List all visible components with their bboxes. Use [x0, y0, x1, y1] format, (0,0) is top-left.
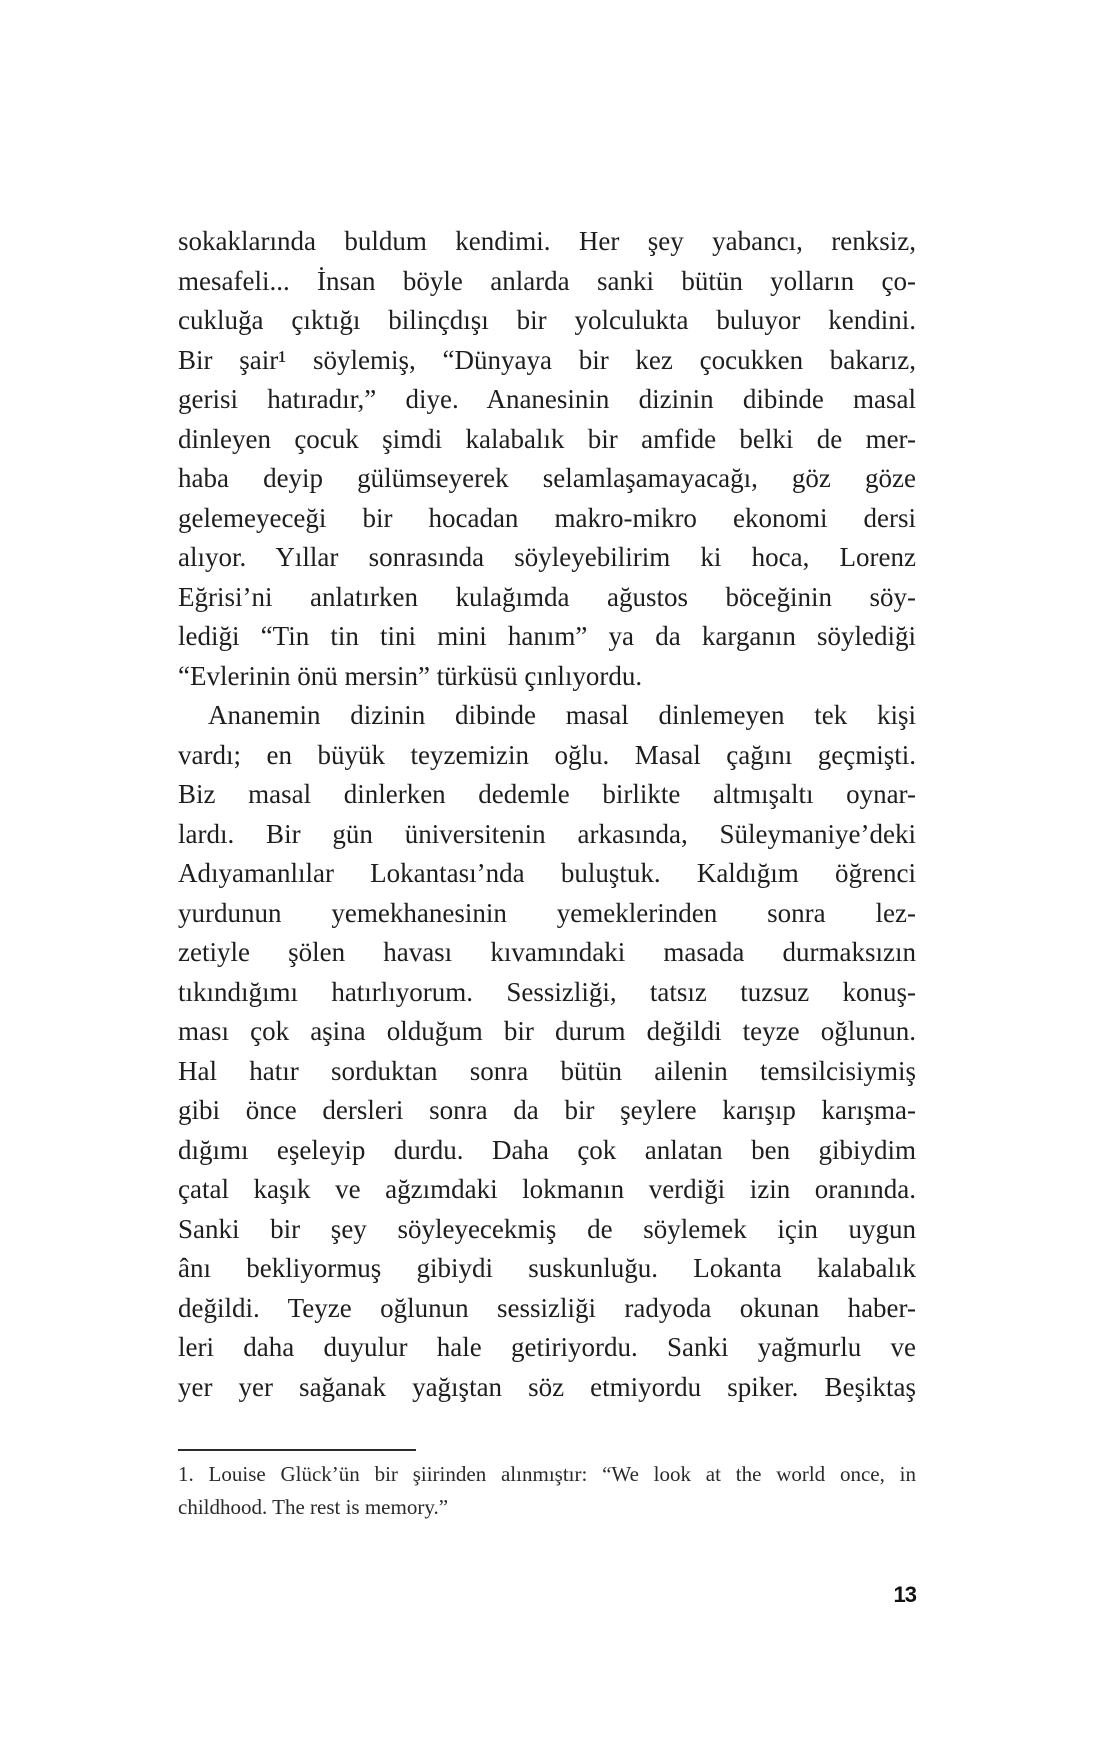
text-line: Biz masal dinlerken dedemle birlikte altmışaltı oynar-: [178, 779, 916, 809]
body-text-block: [178, 222, 916, 1407]
text-line: ânı bekliyormuş gibiydi suskunluğu. Lokanta kalabalık: [178, 1253, 916, 1283]
text-line: Sanki bir şey söyleyecekmiş de söylemek için uygun: [178, 1213, 916, 1244]
text-line: vardı; en büyük teyzemizin oğlu. Masal çağını geçmişti.: [178, 739, 916, 770]
text-line: yer yer sağanak yağıştan söz etmiyordu spiker. Beşiktaş: [178, 1371, 916, 1402]
text-line: lardı. Bir gün üniversitenin arkasında, Süleymaniye’deki: [178, 818, 916, 849]
text-line: cukluğa çıktığı bilinçdışı bir yolculukta buluyor kendini.: [178, 305, 916, 335]
text-line: yurdunun yemekhanesinin yemeklerinden sonra lez-: [178, 897, 916, 928]
text-line: haba deyip gülümseyerek selamlaşamayacağı, göz göze: [178, 463, 916, 493]
text-line: gibi önce dersleri sonra da bir şeylere karışıp karışma-: [178, 1095, 916, 1125]
text-line: alıyor. Yıllar sonrasında söyleyebilirim ki hoca, Lorenz: [178, 542, 916, 572]
footnote: [178, 1458, 916, 1524]
text-line: Hal hatır sorduktan sonra bütün ailenin temsilcisiymiş: [178, 1055, 916, 1086]
paragraph: [178, 222, 916, 696]
text-line: 1. Louise Glück’ün bir şiirinden alınmıştır: “We look at the world once, in: [178, 1462, 916, 1486]
text-line: gelemeyeceği bir hocadan makro-mikro ekonomi dersi: [178, 502, 916, 533]
text-line: zetiyle şölen havası kıvamındaki masada durmaksızın: [178, 937, 916, 967]
text-line: dığımı eşeleyip durdu. Daha çok anlatan ben gibiydim: [178, 1134, 916, 1165]
text-line: değildi. Teyze oğlunun sessizliği radyoda okunan haber-: [178, 1292, 916, 1323]
text-line: childhood. The rest is memory.”: [178, 1495, 449, 1519]
text-line: dinleyen çocuk şimdi kalabalık bir amfide belki de mer-: [178, 423, 916, 454]
text-line: Eğrisi’ni anlatırken kulağımda ağustos böceğinin söy-: [178, 581, 916, 612]
text-line: “Evlerinin önü mersin” türküsü çınlıyordu.: [178, 660, 643, 691]
paragraph: [178, 696, 916, 1407]
text-line: Ananemin dizinin dibinde masal dinlemeyen tek kişi: [208, 700, 916, 730]
text-line: sokaklarında buldum kendimi. Her şey yabancı, renksiz,: [178, 226, 916, 256]
text-line: gerisi hatıradır,” diye. Ananesinin dizinin dibinde masal: [178, 384, 916, 414]
footnote-separator: [178, 1449, 416, 1451]
text-line: ması çok aşina olduğum bir durum değildi teyze oğlunun.: [178, 1016, 916, 1046]
text-line: tıkındığımı hatırlıyorum. Sessizliği, tatsız tuzsuz konuş-: [178, 976, 916, 1007]
text-line: Adıyamanlılar Lokantası’nda buluştuk. Kaldığım öğrenci: [178, 858, 916, 888]
text-line: çatal kaşık ve ağzımdaki lokmanın verdiği izin oranında.: [178, 1174, 916, 1204]
text-line: mesafeli... İnsan böyle anlarda sanki bütün yolların ço-: [178, 265, 916, 296]
text-line: Bir şair¹ söylemiş, “Dünyaya bir kez çocukken bakarız,: [178, 344, 916, 375]
text-line: leri daha duyulur hale getiriyordu. Sanki yağmurlu ve: [178, 1332, 916, 1362]
text-line: lediği “Tin tin tini mini hanım” ya da karganın söylediği: [178, 621, 916, 651]
page-number: 13: [893, 1582, 916, 1607]
